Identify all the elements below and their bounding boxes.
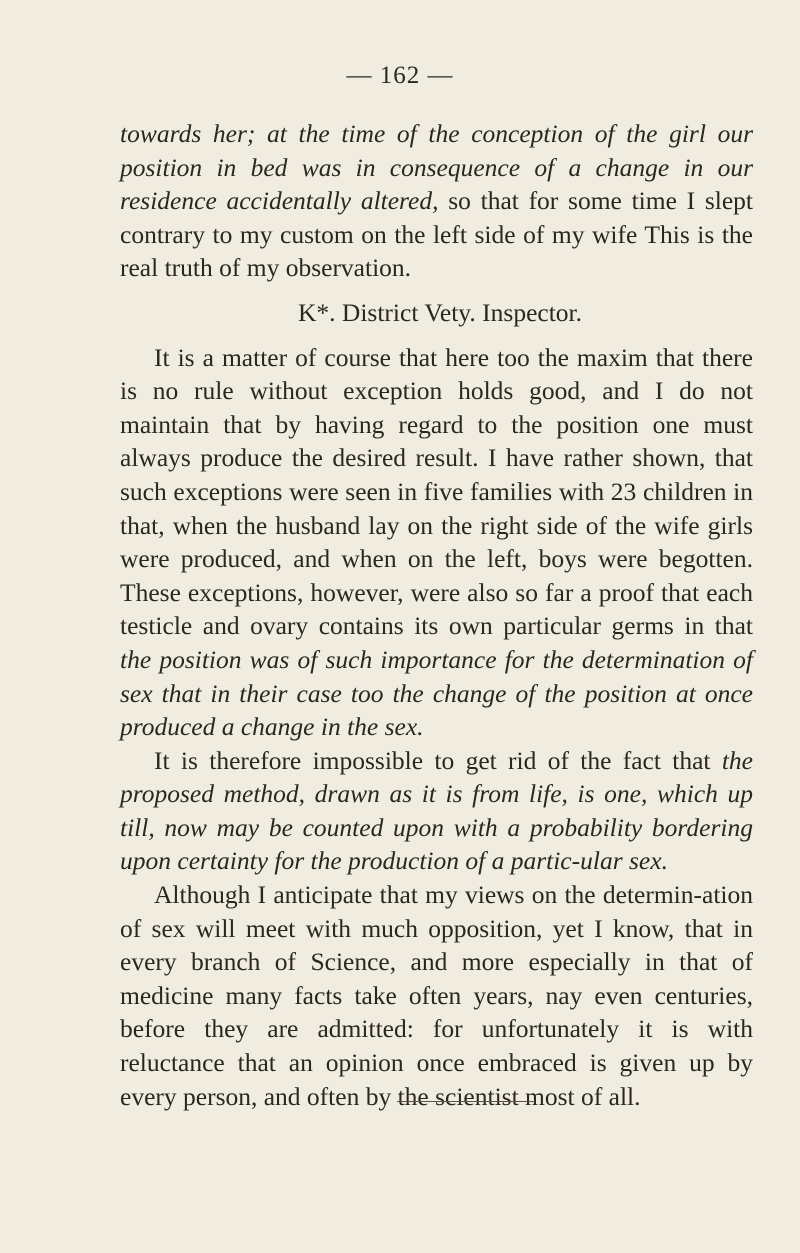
paragraph-1-text: so that for some time I slept contrary to my custom on the left side of my wife This is the real truth of my observation. bbox=[120, 186, 753, 283]
paragraph-2-italic: the position was of such importance for the determination of sex that in their case too the change of the position at once produced a change in the sex. bbox=[120, 644, 753, 742]
paragraph-1 bbox=[120, 117, 753, 285]
body-text bbox=[120, 117, 753, 1113]
paragraph-3-italic: the proposed method, drawn as it is from life, is one, which up till, now may be counted upon with a probability bordering upon certainty for the production of a partic-ular sex. bbox=[120, 745, 753, 876]
closing-rule bbox=[397, 1101, 535, 1102]
paragraph-4: Although I anticipate that my views on the determin-ation of sex will meet with much opposition, yet I know, that in every branch of Science, and more especially in that of medicine many facts take often years, nay even centuries, before they are admitted: for unfortunately it is with reluctance that an opinion once embraced is given up by every person, and often by the scientist most of all. bbox=[120, 880, 753, 1111]
page-number: — 162 — bbox=[346, 62, 454, 89]
paragraph-3 bbox=[120, 744, 753, 878]
paragraph-3-text: It is therefore impossible to get rid of the fact that bbox=[154, 745, 722, 775]
paragraph-1-italic: towards her; at the time of the conception of the girl our position in bed was in consequence of a change in our residence accidentally altered, bbox=[120, 119, 753, 216]
signature-line: K*. District Vety. Inspector. bbox=[298, 297, 582, 327]
paragraph-2-text: It is a matter of course that here too the maxim that there is no rule without exception holds good, and I do not maintain that by having regard to the position one must always produce the desired result. I have rather shown, that such exceptions were seen in five families with 23 children in that, when the husband lay on the right side of the wife girls were produced, and when on the left, boys were begotten. These exceptions, however, were also so far a proof that each testicle and ovary contains its own particular germs in that bbox=[120, 342, 753, 641]
paragraph-2 bbox=[120, 341, 753, 744]
